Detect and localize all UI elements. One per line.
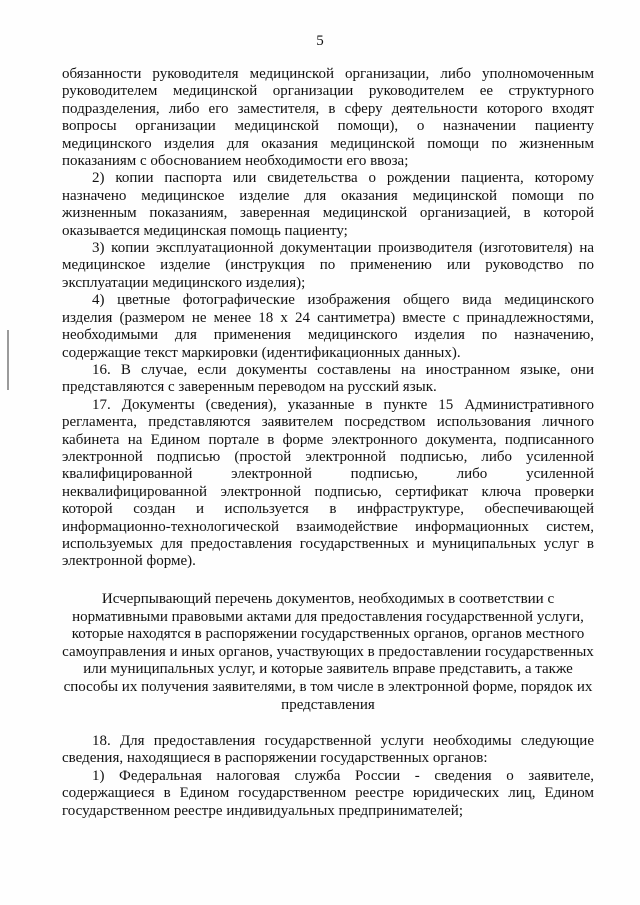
paragraph: 4) цветные фотографические изображения общего вида медицинского изделия (размером не менее 18 х 24 сантиметра) вместе с принадлежностями, необходимыми для применения медицинского изделия по назначению, содержащие текст маркировки (идентификационных данных).: [62, 292, 594, 361]
body-text-top: [62, 66, 594, 571]
paragraph: обязанности руководителя медицинской организации, либо уполномоченным руководителем медицинской организации руководителем ее структурного подразделения, либо его заместителя, в сферу деятельности которого входят вопросы организации медицинской помощи), о назначении пациенту медицинского изделия для оказания медицинской помощи по жизненным показаниям с обоснованием необходимости его ввоза;: [62, 66, 594, 170]
body-text-bottom: [62, 733, 594, 820]
paragraph: 1) Федеральная налоговая служба России - сведения о заявителе, содержащиеся в Едином государственном реестре юридических лиц, Едином государственном реестре индивидуальных предпринимателей;: [62, 767, 594, 819]
page-number: 5: [316, 33, 324, 49]
paragraph: 17. Документы (сведения), указанные в пункте 15 Административного регламента, представляются заявителем посредством использования личного кабинета на Едином портале в форме электронного документа, подписанного электронной подписью (простой электронной подписью, либо усиленной квалифицированной электронной подписью, либо усиленной неквалифицированной электронной подписью, сертификат ключа проверки которой создан и используется в инфраструктуре, обеспечивающей информационно-технологической взаимодействие информационных систем, используемых для предоставления государственных и муниципальных услуг в электронной форме).: [62, 396, 594, 570]
paragraph: 18. Для предоставления государственной услуги необходимы следующие сведения, находящиеся в распоряжении государственных органов:: [62, 733, 594, 767]
scan-margin-mark: [7, 330, 9, 390]
section-heading: Исчерпывающий перечень документов, необходимых в соответствии с нормативными правовыми актами для предоставления государственной услуги, которые находятся в распоряжении государственных органов, органов местного самоуправления и иных органов, участвующих в предоставлении государственных или муниципальных услуг, и которые заявитель вправе представить, а также способы их получения заявителями, в том числе в электронной форме, порядок их представления: [62, 591, 594, 713]
paragraph: 16. В случае, если документы составлены на иностранном языке, они представляются с заверенным переводом на русский язык.: [62, 361, 594, 396]
paragraph: 3) копии эксплуатационной документации производителя (изготовителя) на медицинское изделие (инструкция по применению или руководство по эксплуатации медицинского изделия);: [62, 240, 594, 291]
paragraph: 2) копии паспорта или свидетельства о рождении пациента, которому назначено медицинское изделие для оказания медицинской помощи по жизненным показаниям, заверенная медицинской организацией, в которой оказывается медицинская помощь пациенту;: [62, 170, 594, 239]
